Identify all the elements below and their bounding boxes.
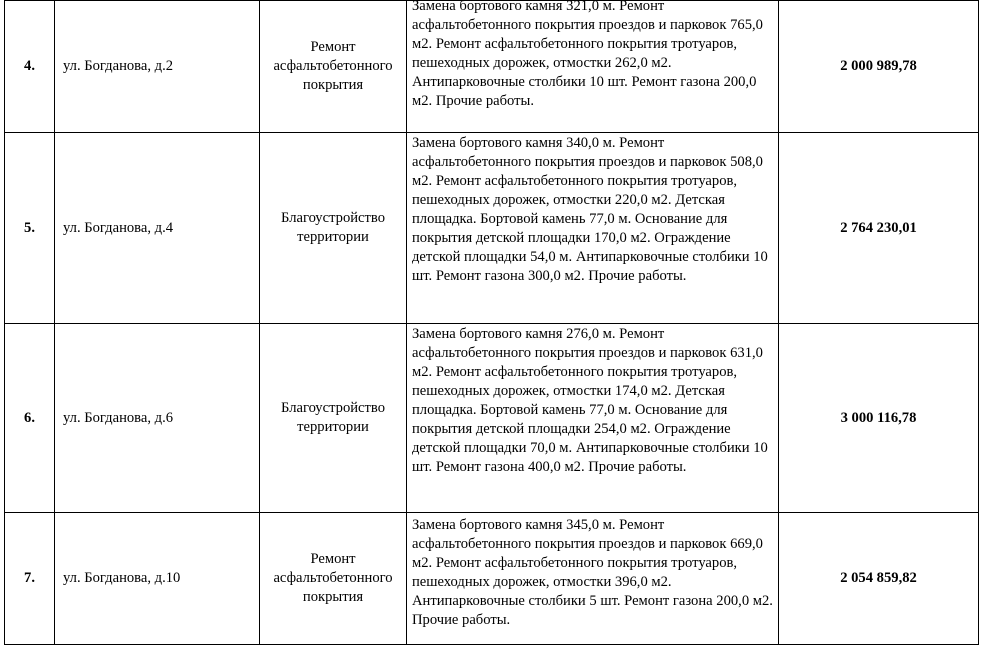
row-description: Замена бортового камня 340,0 м. Ремонт асфальтобетонного покрытия проездов и парковок 508,0 м2. Ремонт асфальтобетонного покрытия тротуаров, пешеходных дорожек, отмостки 220,0 м2. Детская площадка. Бортовой камень 77,0 м. Основание для покрытия детской площадки 170,0 м2. Ограждение детской площадки 54,0 м. Антипарковочные столбики 10 шт. Ремонт газона 300,0 м2. Прочие работы. bbox=[412, 135, 768, 284]
row-number: 4. bbox=[5, 1, 55, 133]
table-row bbox=[5, 1, 979, 133]
works-table bbox=[4, 0, 979, 645]
row-number: 7. bbox=[5, 513, 55, 645]
table-row bbox=[5, 513, 979, 645]
row-description: Замена бортового камня 345,0 м. Ремонт асфальтобетонного покрытия проездов и парковок 669,0 м2. Ремонт асфальтобетонного покрытия тротуаров, пешеходных дорожек, отмостки 396,0 м2. Антипарковочные столбики 5 шт. Ремонт газона 200,0 м2. Прочие работы. bbox=[412, 517, 773, 628]
row-description: Замена бортового камня 321,0 м. Ремонт асфальтобетонного покрытия проездов и парковок 765,0 м2. Ремонт асфальтобетонного покрытия тротуаров, пешеходных дорожек, отмостки 262,0 м2. Антипарковочные столбики 10 шт. Ремонт газона 200,0 м2. Прочие работы. bbox=[412, 0, 763, 109]
row-amount: 3 000 116,78 bbox=[779, 324, 979, 513]
row-amount: 2 764 230,01 bbox=[779, 133, 979, 324]
row-description-cell bbox=[407, 1, 779, 133]
row-amount: 2 054 859,82 bbox=[779, 513, 979, 645]
table-row bbox=[5, 133, 979, 324]
row-address: ул. Богданова, д.4 bbox=[55, 133, 260, 324]
row-description-cell bbox=[407, 324, 779, 513]
row-description-cell bbox=[407, 513, 779, 645]
row-amount: 2 000 989,78 bbox=[779, 1, 979, 133]
row-description: Замена бортового камня 276,0 м. Ремонт асфальтобетонного покрытия проездов и парковок 631,0 м2. Ремонт асфальтобетонного покрытия тротуаров, пешеходных дорожек, отмостки 174,0 м2. Детская площадка. Бортовой камень 77,0 м. Основание для покрытия детской площадки 254,0 м2. Ограждение детской площадки 70,0 м. Антипарковочные столбики 10 шт. Ремонт газона 400,0 м2. Прочие работы. bbox=[412, 326, 768, 475]
row-work-type: Благоустройство территории bbox=[260, 133, 407, 324]
row-description-cell bbox=[407, 133, 779, 324]
row-number: 6. bbox=[5, 324, 55, 513]
row-number: 5. bbox=[5, 133, 55, 324]
row-address: ул. Богданова, д.10 bbox=[55, 513, 260, 645]
row-work-type: Ремонт асфальтобетонного покрытия bbox=[260, 513, 407, 645]
row-work-type: Благоустройство территории bbox=[260, 324, 407, 513]
row-address: ул. Богданова, д.6 bbox=[55, 324, 260, 513]
row-work-type: Ремонт асфальтобетонного покрытия bbox=[260, 1, 407, 133]
row-address: ул. Богданова, д.2 bbox=[55, 1, 260, 133]
table-row bbox=[5, 324, 979, 513]
